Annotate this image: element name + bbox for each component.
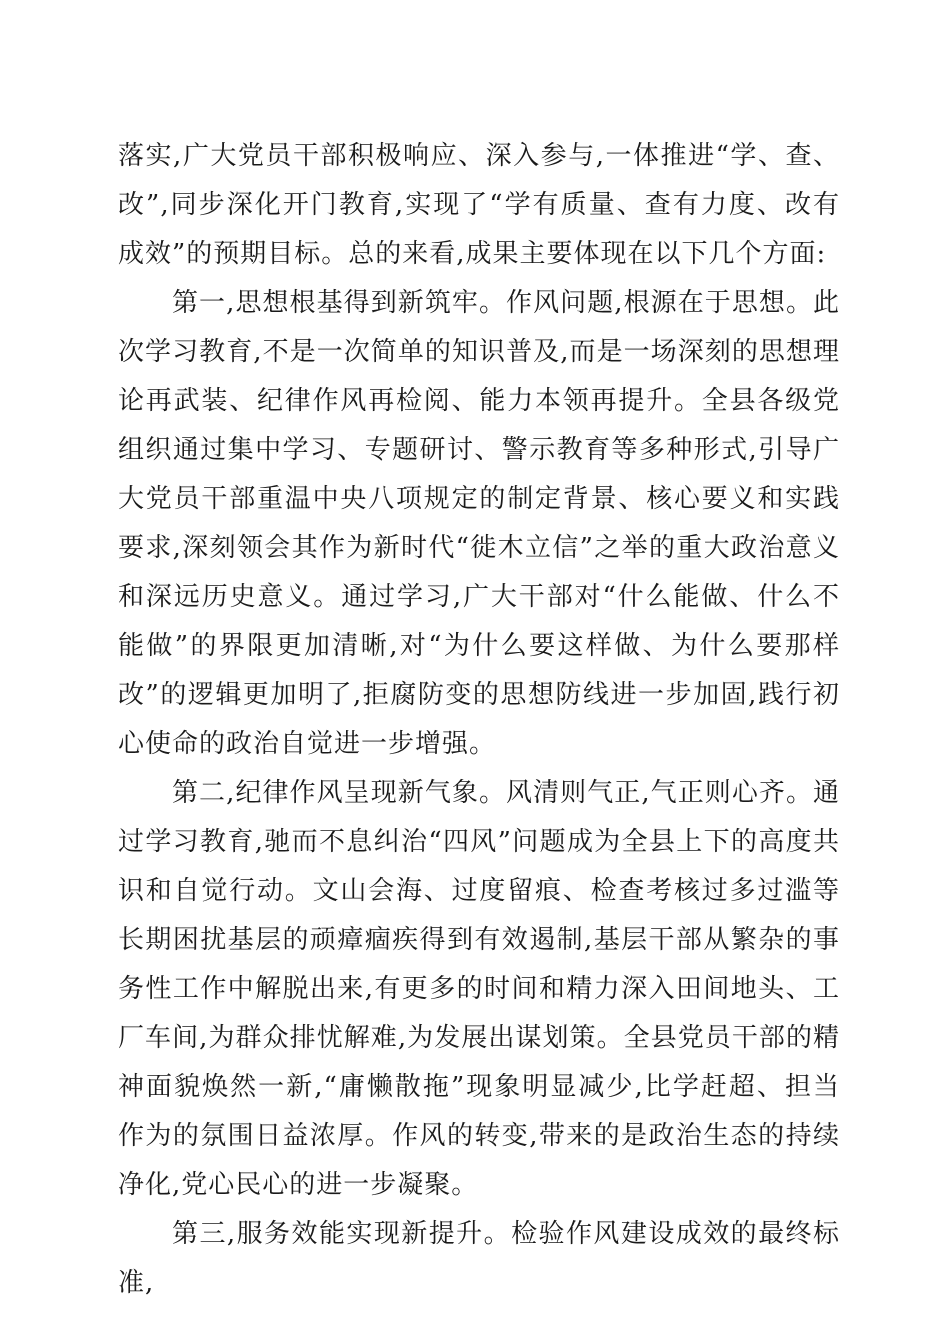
paragraph-first-point: 第一,思想根基得到新筑牢。作风问题,根源在于思想。此次学习教育,不是一次简单的知识普及,而是一场深刻的思想理论再武装、纪律作风再检阅、能力本领再提升。全县各级党组织通过集中学习、专题研讨、警示教育等多种形式,引导广大党员干部重温中央八项规定的制定背景、核心要义和实践要求,深刻领会其作为新时代“徙木立信”之举的重大政治意义和深远历史意义。通过学习,广大干部对“什么能做、什么不能做”的界限更加清晰,对“为什么要这样做、为什么要那样改”的逻辑更加明了,拒腐防变的思想防线进一步加固,践行初心使命的政治自觉进一步增强。 <box>118 288 840 759</box>
document-body <box>118 132 840 1308</box>
paragraph-continuation: 落实,广大党员干部积极响应、深入参与,一体推进“学、查、改”,同步深化开门教育,实现了“学有质量、查有力度、改有成效”的预期目标。总的来看,成果主要体现在以下几个方面: <box>118 141 840 269</box>
paragraph-second-point: 第二,纪律作风呈现新气象。风清则气正,气正则心齐。通过学习教育,驰而不息纠治“四风”问题成为全县上下的高度共识和自觉行动。文山会海、过度留痕、检查考核过多过滥等长期困扰基层的顽瘴痼疾得到有效遏制,基层干部从繁杂的事务性工作中解脱出来,有更多的时间和精力深入田间地头、工厂车间,为群众排忧解难,为发展出谋划策。全县党员干部的精神面貌焕然一新,“庸懒散拖”现象明显减少,比学赶超、担当作为的氛围日益浓厚。作风的转变,带来的是政治生态的持续净化,党心民心的进一步凝聚。 <box>118 778 840 1200</box>
paragraph-third-point: 第三,服务效能实现新提升。检验作风建设成效的最终标准, <box>118 1219 840 1298</box>
